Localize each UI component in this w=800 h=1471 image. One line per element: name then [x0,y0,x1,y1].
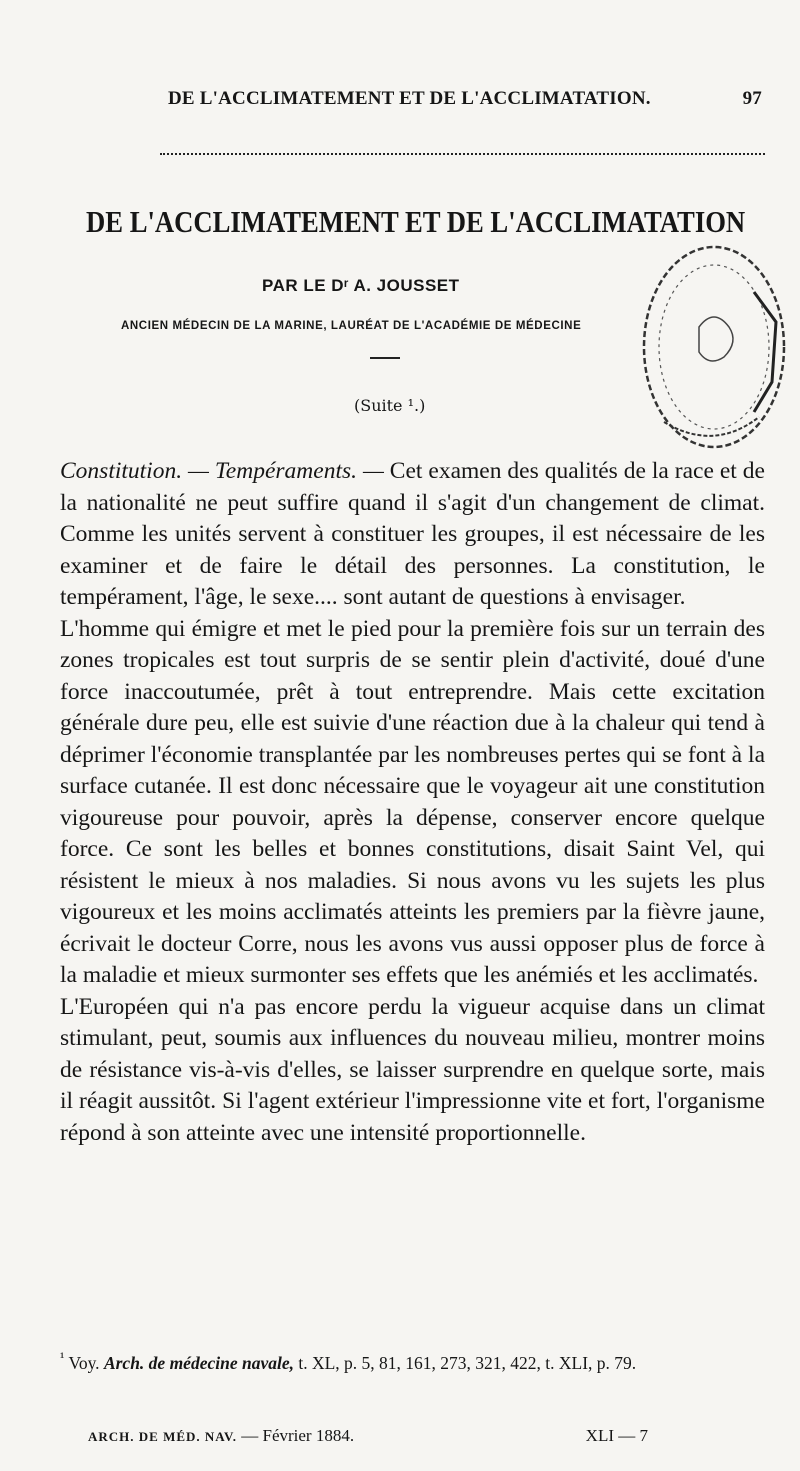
footnote [60,1345,765,1376]
author-affiliation: ANCIEN MÉDECIN DE LA MARINE, LAURÉAT DE L'ACADÉMIE DE MÉDECINE [121,320,582,332]
header-dotted-rule [160,153,765,155]
article-title: DE L'ACCLIMATEMENT ET DE L'ACCLIMATATION [86,204,746,239]
footnote-marker: ¹ [60,1350,65,1366]
running-header [168,88,762,110]
paragraph-european: L'Européen qui n'a pas encore perdu la vigueur acquise dans un climat stimulant, peut, soumis aux influences du nouveau milieu, montrer moins de résistance vis-à-vis d'elles, se laisser surprendre en quelque sorte, mais il réagit aussitôt. Si l'agent extérieur l'impressionne vite et fort, l'organisme répond à son atteinte avec une intensité proportionnelle. [60,993,765,1146]
page-footer [88,1426,648,1446]
footnote-source: Arch. de médecine navale, [103,1352,294,1373]
author-byline: PAR LE Dʳ A. JOUSSET [262,276,460,295]
signature-mark: XLI — 7 [585,1426,648,1445]
page-number: 97 [742,88,762,109]
journal-abbreviation: ARCH. DE MÉD. NAV. [88,1429,237,1444]
continued-note: (Suite ¹.) [354,396,426,415]
section-heading: Constitution. — Tempéraments. — [60,458,384,484]
footnote-prefix: Voy. [68,1352,104,1373]
paragraph-text: Cet examen des qualités de la race et de la nationalité ne peut suffire quand il s'agit d'un changement de climat. Comme les unités servent à constituer les groupes, il est nécessaire de les examiner et de faire le détail des personnes. La constitution, le tempérament, l'âge, le sexe.... sont autant de questions à envisager. [60,458,765,610]
title-separator-rule [370,357,400,359]
paragraph-constitution [60,456,765,614]
paragraph-emigrant: L'homme qui émigre et met le pied pour la première fois sur un terrain des zones tropicales est tout surpris de se sentir plein d'activité, doué d'une force inaccoutumée, prêt à tout entreprendre. Mais cette excitation générale dure peu, elle est suivie d'une réaction due à la chaleur qui tend à déprimer l'économie transplantée par les nombreuses pertes qui se font à la surface cutanée. Il est donc nécessaire que le voyageur ait une constitution vigoureuse pour pouvoir, après la dépense, conserver encore quelque force. Ce sont les belles et bonnes constitutions, disait Saint Vel, qui résistent le mieux à nos maladies. Si nous avons vu les sujets les plus vigoureux et les moins acclimatés atteints les premiers par la fièvre jaune, écrivait le docteur Corre, nous les avons vus aussi opposer plus de force à la maladie et mieux surmonter ses effets que les anémiés et les acclimatés. [60,615,765,988]
article-body [60,456,765,1149]
running-title: DE L'ACCLIMATEMENT ET DE L'ACCLIMATATION. [168,88,651,109]
library-stamp-icon [604,232,794,462]
issue-date: — Février 1884. [241,1426,355,1445]
footnote-references: t. XL, p. 5, 81, 161, 273, 321, 422, t. XLI, p. 79. [293,1352,637,1373]
